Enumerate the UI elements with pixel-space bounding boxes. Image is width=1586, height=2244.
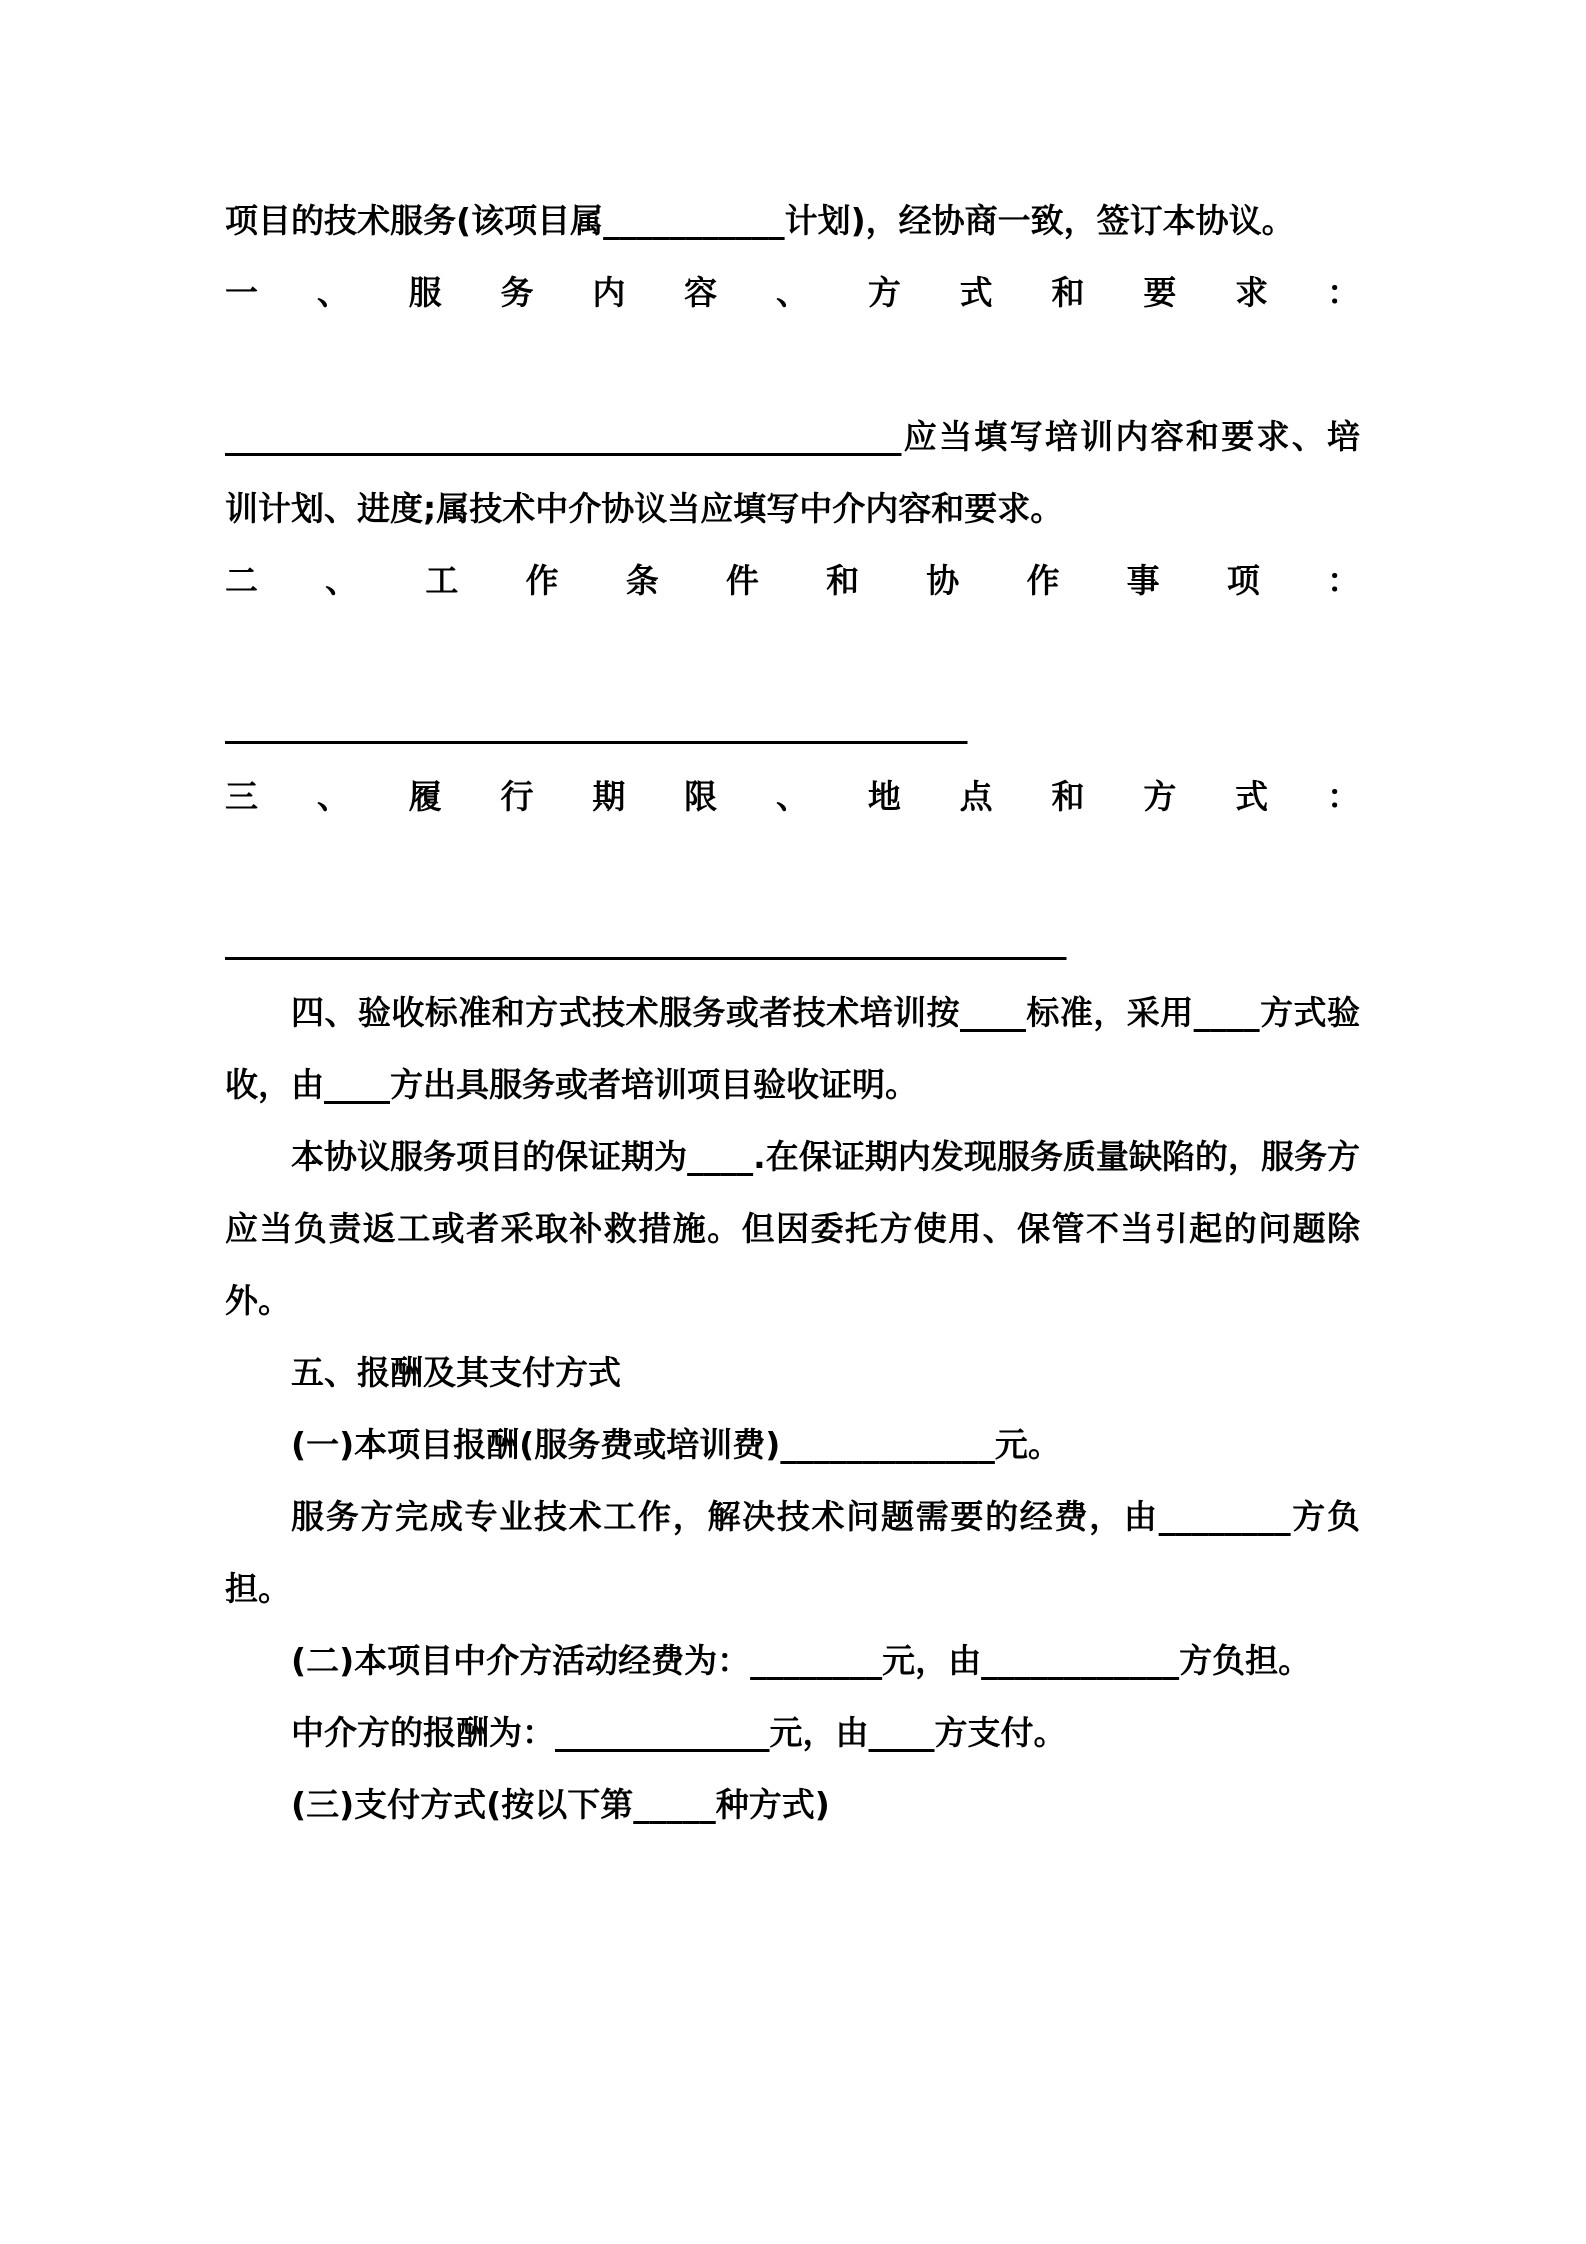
paragraph-item-three: (三)支付方式(按以下第_____种方式): [291, 1785, 830, 1824]
paragraph-section-three-heading: [225, 761, 1360, 905]
document-body: [225, 185, 1360, 1841]
paragraph-item-one: (一)本项目报酬(服务费或培训费)_____________元。: [291, 1425, 1061, 1464]
paragraph-section-one-heading: [225, 257, 1360, 401]
paragraph-section-three-body: ___________________________________________________: [225, 921, 1067, 960]
paragraph-section-five: 五、报酬及其支付方式: [291, 1353, 621, 1392]
section-three-heading-text: 三、履行期限、地点和方式：: [225, 777, 1360, 816]
paragraph-section-two-heading: [225, 545, 1360, 689]
paragraph-warranty: 本协议服务项目的保证期为____.在保证期内发现服务质量缺陷的，服务方应当负责返工或者采取补救措施。但因委托方使用、保管不当引起的问题除外。: [225, 1137, 1360, 1320]
section-one-heading-text: 一、服务内容、方式和要求：: [225, 273, 1360, 312]
paragraph-section-four: 四、验收标准和方式技术服务或者技术培训按____标准，采用____方式验收，由____方出具服务或者培训项目验收证明。: [225, 993, 1360, 1104]
paragraph-intro: 项目的技术服务(该项目属___________计划)，经协商一致，签订本协议。: [225, 201, 1295, 240]
paragraph-item-one-body: 服务方完成专业技术工作，解决技术问题需要的经费，由________方负担。: [225, 1497, 1360, 1608]
paragraph-section-two-body: _____________________________________________: [225, 705, 968, 744]
paragraph-item-two: (二)本项目中介方活动经费为：________元，由____________方负担。: [291, 1641, 1312, 1680]
paragraph-item-two-body: 中介方的报酬为：_____________元，由____方支付。: [291, 1713, 1067, 1752]
paragraph-section-one-body: _________________________________________应当填写培训内容和要求、培训计划、进度;属技术中介协议当应填写中介内容和要求。: [225, 417, 1360, 528]
section-two-heading-text: 二、工作条件和协作事项：: [225, 561, 1360, 600]
